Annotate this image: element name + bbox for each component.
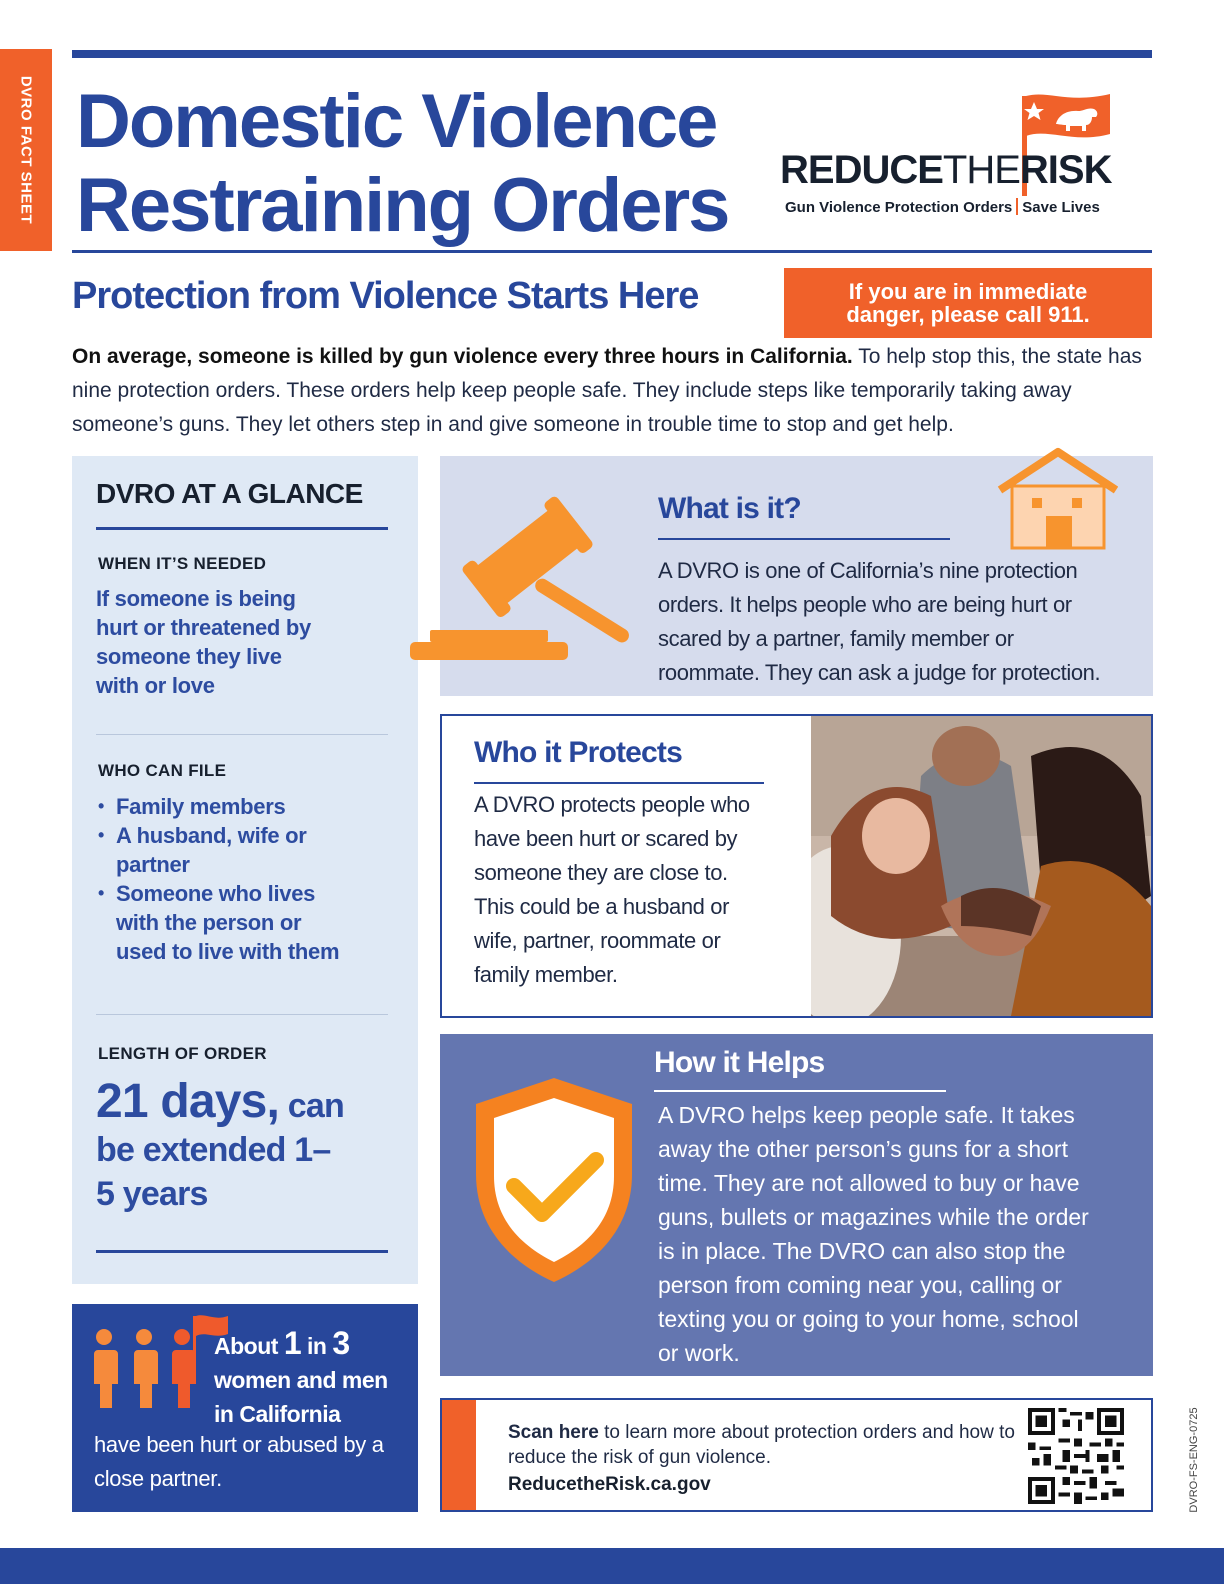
logo-divider [1016, 198, 1018, 215]
intro-rest: To help stop this, the state has nine protection orders. These orders help keep people safe. They include steps like temporarily taking away someone’s guns. They let others step in and give someone in trouble time to stop and get help. [72, 345, 1142, 436]
list-item: • A husband, wife or partner [96, 821, 339, 879]
page-title [76, 80, 728, 248]
title-line-2: Restraining Orders [76, 163, 729, 248]
what-is-it-title: What is it? [658, 492, 801, 525]
glance-divider [96, 1014, 388, 1015]
footer-bar [0, 1548, 1224, 1584]
logo-word-the: THE [942, 148, 1020, 192]
glance-panel [72, 456, 418, 1284]
statistic-footnote: have been hurt or abused by a close partner. [94, 1432, 384, 1491]
what-is-it-card [440, 456, 1153, 696]
who-it-protects-card [440, 714, 1153, 1018]
who-it-protects-body: A DVRO protects people who have been hurt or scared by someone they are close to. This could be a husband or wife, partner, roommate or family member. [474, 792, 750, 987]
how-it-helps-card [440, 1034, 1153, 1376]
glance-divider [96, 734, 388, 735]
length-line-3: 5 years [96, 1175, 208, 1213]
glance-heading: DVRO AT A GLANCE [96, 478, 363, 509]
how-it-helps-body: A DVRO helps keep people safe. It takes away the other person’s guns for a short time. They are not allowed to buy or have guns, bullets or magazines while the order is in place. The DVRO can also stop the person from coming near you, calling or texting you or going to your home, school or work. [658, 1102, 1089, 1366]
when-line: If someone is being [96, 586, 296, 611]
stat-line-2: women and men [214, 1367, 388, 1393]
when-line: with or love [96, 673, 215, 698]
page-subtitle: Protection from Violence Starts Here [72, 275, 699, 317]
document-code: DVRO-FS-ENG-0725 [1188, 1407, 1200, 1513]
alert-line-2: danger, please call 911. [846, 302, 1090, 327]
title-line-1: Domestic Violence [76, 79, 717, 164]
logo-tagline [785, 198, 1100, 216]
what-is-it-rule [658, 538, 950, 540]
scan-rest: to learn more about protection orders and how to reduce the risk of gun violence. [508, 1422, 1015, 1468]
stat-number: 1 [283, 1325, 302, 1361]
list-item: • Family members [96, 792, 339, 821]
length-line-2: be extended 1– [96, 1131, 331, 1169]
intro-paragraph [72, 340, 1152, 442]
length-of-order-value [96, 1076, 396, 1216]
website-link[interactable]: ReducetheRisk.ca.gov [508, 1474, 711, 1495]
who-can-file-list [96, 792, 339, 966]
logo-tagline-left: Gun Violence Protection Orders [785, 199, 1013, 216]
logo-wordmark [780, 148, 1111, 193]
logo-tagline-right: Save Lives [1022, 199, 1100, 216]
how-it-helps-rule [654, 1090, 946, 1092]
list-item: • Someone who lives with the person or used to live with them [96, 879, 339, 966]
scan-bold: Scan here [508, 1422, 599, 1443]
who-can-file-label: WHO CAN FILE [98, 761, 227, 780]
reduce-the-risk-logo [780, 86, 1152, 226]
intro-bold: On average, someone is killed by gun violence every three hours in California. [72, 345, 853, 368]
shield-check-icon [472, 1074, 636, 1286]
fact-sheet-tab-label: DVRO FACT SHEET [17, 75, 35, 225]
how-it-helps-title: How it Helps [654, 1046, 825, 1079]
what-is-it-body: A DVRO is one of California’s nine protection orders. It helps people who are being hurt or scared by a partner, family member or roommate. They can ask a judge for protection. [658, 558, 1101, 685]
length-days: 21 days, [96, 1075, 280, 1128]
scan-accent-bar [442, 1400, 476, 1510]
fact-sheet-tab [0, 49, 52, 251]
statistic-box [72, 1304, 418, 1512]
stat-number: 3 [332, 1325, 350, 1361]
who-it-protects-title: Who it Protects [474, 736, 683, 769]
alert-line-1: If you are in immediate [848, 279, 1088, 304]
gavel-icon [410, 480, 660, 670]
stat-line-3: in California [214, 1401, 341, 1427]
logo-word-risk: RISK [1019, 148, 1112, 192]
house-icon [996, 446, 1118, 550]
logo-word-reduce: REDUCE [780, 148, 943, 192]
glance-bottom-rule [96, 1250, 388, 1253]
glance-heading-rule [96, 527, 388, 530]
header-rule [72, 250, 1152, 253]
length-of-order-label: LENGTH OF ORDER [98, 1044, 267, 1063]
qr-code-icon[interactable] [1028, 1408, 1124, 1504]
when-line: hurt or threatened by [96, 615, 311, 640]
emergency-alert [784, 268, 1152, 338]
when-needed-label: WHEN IT’S NEEDED [98, 554, 267, 573]
support-group-photo [811, 716, 1151, 1016]
scan-text [508, 1420, 1028, 1470]
who-it-protects-rule [474, 782, 764, 784]
length-can: can [279, 1087, 344, 1125]
when-line: someone they live [96, 644, 282, 669]
scan-box [440, 1398, 1153, 1512]
when-needed-text [96, 584, 311, 700]
statistic-headline: About 1 in 3 women and men in California [214, 1326, 388, 1431]
top-rule [72, 50, 1152, 58]
